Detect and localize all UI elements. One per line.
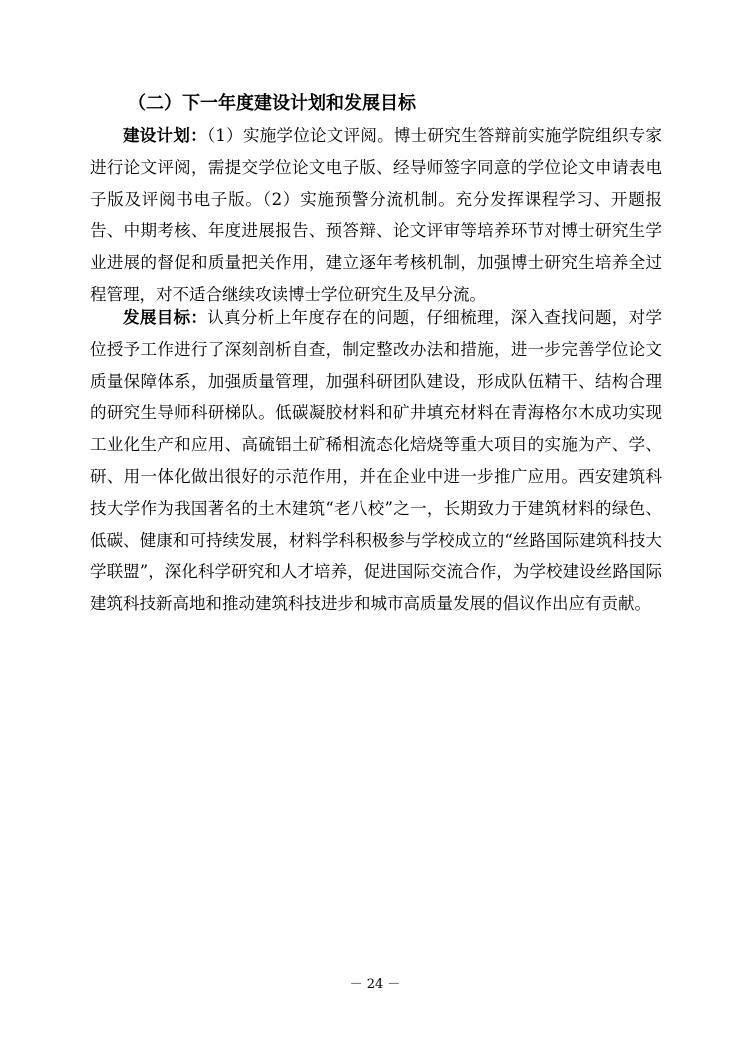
development-goal-label: 发展目标： xyxy=(123,308,208,327)
development-goal-text: 认真分析上年度存在的问题，仔细梳理，深入查找问题，对学位授予工作进行了深刻剖析自查，制定整改办法和措施，进一步完善学位论文质量保障体系，加强质量管理，加强科研团队建设，形成队伍精干、结构合理的研究生导师科研梯队。低碳凝胶材料和矿井填充材料在青海格尔木成功实现工业化生产和应用、高硫铝土矿稀相流态化焙烧等重大项目的实施为产、学、研、用一体化做出很好的示范作用，并在企业中进一步推广应用。西安建筑科技大学作为我国著名的土木建筑“老八校”之一，长期致力于建筑材料的绿色、低碳、健康和可持续发展，材料学科积极参与学校成立的“丝路国际建筑科技大学联盟”，深化科学研究和人才培养，促进国际交流合作，为学校建设丝路国际建筑科技新高地和推动建筑科技进步和城市高质量发展的倡议作出应有贡献。 xyxy=(90,308,663,614)
page-number: － 24 － xyxy=(349,977,401,992)
construction-plan-label: 建设计划： xyxy=(123,126,207,145)
development-goal-paragraph xyxy=(90,302,662,620)
construction-plan-text: （1）实施学位论文评阅。博士研究生答辩前实施学院组织专家进行论文评阅，需提交学位论文电子版、经导师签字同意的学位论文申请表电子版及评阅书电子版。（2）实施预警分流机制。充分发挥课程学习、开题报告、中期考核、年度进展报告、预答辩、论文评审等培养环节对博士研究生学业进展的督促和质量把关作用，建立逐年考核机制，加强博士研究生培养全过程管理，对不适合继续攻读博士学位研究生及早分流。 xyxy=(90,126,663,304)
section-heading: （二）下一年度建设计划和发展目标 xyxy=(128,93,416,114)
construction-plan-paragraph xyxy=(90,120,662,311)
